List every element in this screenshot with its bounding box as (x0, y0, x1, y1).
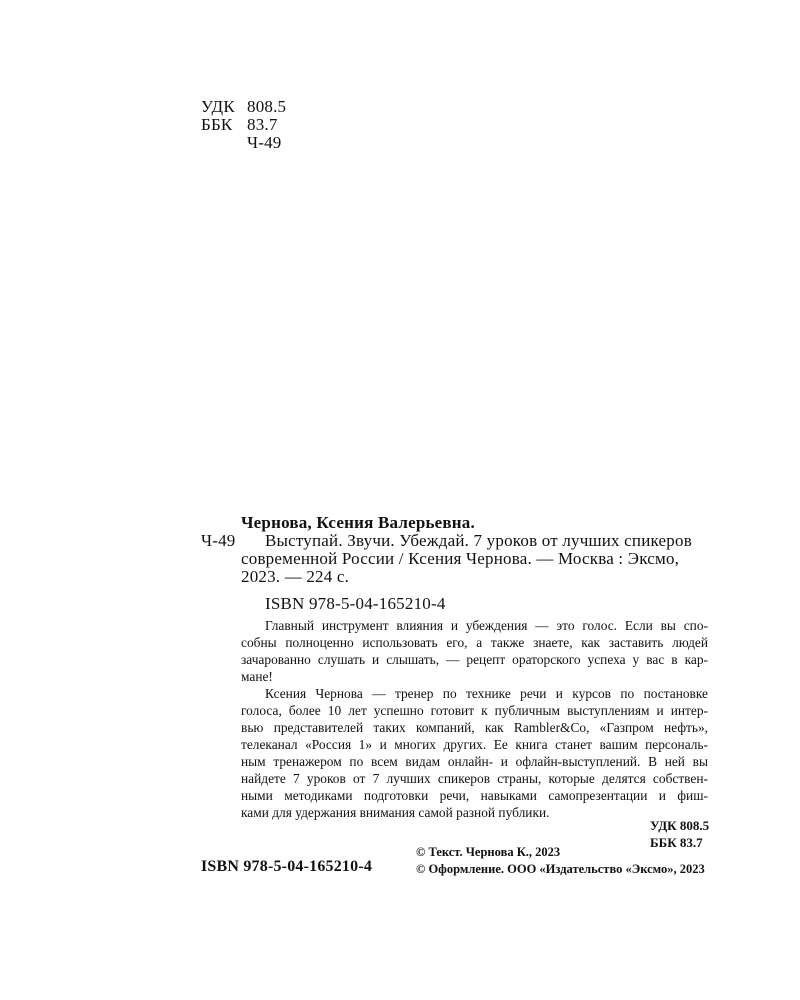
description-line: ными методиками подготовки речи, навыками самопрезентации и фиш- (241, 788, 708, 803)
description-line: голоса, более 10 лет успешно готовит к публичным выступлениям и интер- (241, 703, 708, 718)
catalog-isbn: ISBN 978-5-04-165210-4 (265, 594, 446, 613)
description-line: телеканал «Россия 1» и многих других. Ее книга станет вашим персональ- (241, 737, 708, 752)
bbk-value: 83.7 (247, 115, 278, 134)
bbk-label: ББК (201, 115, 233, 134)
copyright-design: © Оформление. ООО «Издательство «Эксмо», 2023 (416, 862, 705, 876)
catalog-title-line: 2023. — 224 с. (241, 567, 350, 586)
description-line: Ксения Чернова — тренер по технике речи и курсов по постановке (265, 686, 708, 701)
footer-isbn: ISBN 978-5-04-165210-4 (201, 858, 373, 875)
catalog-author: Чернова, Ксения Валерьевна. (241, 513, 475, 532)
author-mark-top: Ч-49 (247, 133, 282, 152)
catalog-title-line: современной России / Ксения Чернова. — Москва : Эксмо, (241, 549, 680, 568)
catalog-title-line: Выступай. Звучи. Убеждай. 7 уроков от лучших спикеров (265, 531, 692, 550)
description-line: мане! (241, 669, 273, 684)
description-line: вью представителей таких компаний, как Rambler&Co, «Газпром нефть», (241, 720, 708, 735)
description-line: собны полноценно использовать его, а также знаете, как заставить людей (241, 635, 708, 650)
card-udk: УДК 808.5 (650, 818, 710, 833)
udk-value: 808.5 (247, 97, 287, 116)
description-line: найдете 7 уроков от 7 лучших спикеров страны, которые делятся собствен- (241, 771, 708, 786)
description-line: зачарованно слушать и слышать, — рецепт ораторского успеха у вас в кар- (241, 652, 708, 667)
card-bbk: ББК 83.7 (650, 835, 703, 850)
catalog-author-mark: Ч-49 (201, 531, 236, 550)
description-line: Главный инструмент влияния и убеждения — это голос. Если вы спо- (265, 618, 708, 633)
copyright-text: © Текст. Чернова К., 2023 (416, 845, 561, 859)
description-line: ками для удержания внимания самой разной публики. (241, 805, 550, 820)
description-line: ным тренажером по всем видам онлайн- и офлайн-выступлений. В ней вы (241, 754, 708, 769)
udk-label: УДК (201, 97, 235, 116)
